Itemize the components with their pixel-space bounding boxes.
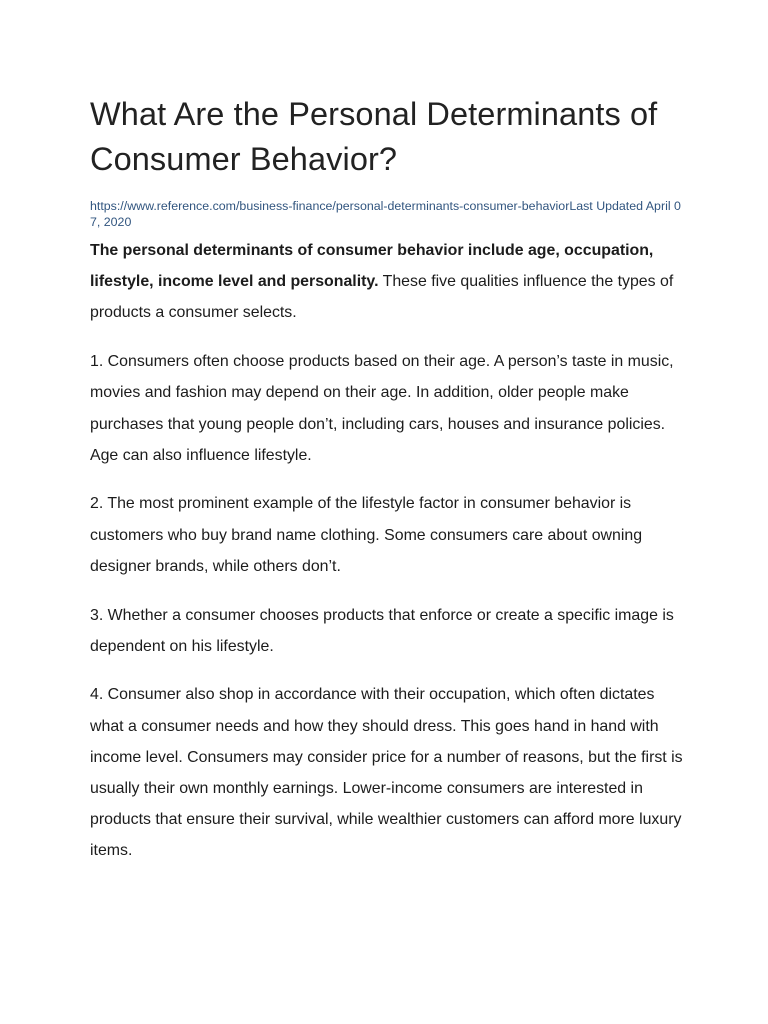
intro-summary-bold: The personal determinants of consumer behavior include age, occupation, lifestyle, income level and personality. bbox=[90, 242, 654, 291]
paragraph-age: 1. Consumers often choose products based on their age. A person’s taste in music, movies and fashion may depend on their age. In addition, older people make purchases that young people don’t, including cars, houses and insurance policies. Age can also influence lifestyle. bbox=[90, 353, 674, 464]
paragraph-image: 3. Whether a consumer chooses products that enforce or create a specific image is dependent on his lifestyle. bbox=[90, 606, 674, 655]
source-line bbox=[90, 199, 690, 230]
last-updated-text: Last Updated April 07, 2020 bbox=[90, 199, 681, 229]
source-url-link[interactable]: https://www.reference.com/business-finance/personal-determinants-consumer-behavior bbox=[90, 199, 570, 213]
paragraph-lifestyle: 2. The most prominent example of the lifestyle factor in consumer behavior is customers who buy brand name clothing. Some consumers care about owning designer brands, while others don’t. bbox=[90, 495, 643, 575]
intro-summary-rest: These five qualities influence the types of products a consumer selects. bbox=[90, 273, 674, 322]
paragraph-occupation-income: 4. Consumer also shop in accordance with their occupation, which often dictates what a consumer needs and how they should dress. This goes hand in hand with income level. Consumers may consider price for a number of reasons, but the first is usually their own monthly earnings. Lower-income consumers are interested in products that ensure their survival, while wealthier customers can afford more luxury items. bbox=[90, 686, 683, 860]
article-body bbox=[90, 235, 690, 867]
intro-paragraph bbox=[90, 235, 690, 329]
document-page bbox=[90, 92, 690, 884]
page-title: What Are the Personal Determinants of Consumer Behavior? bbox=[90, 96, 658, 177]
